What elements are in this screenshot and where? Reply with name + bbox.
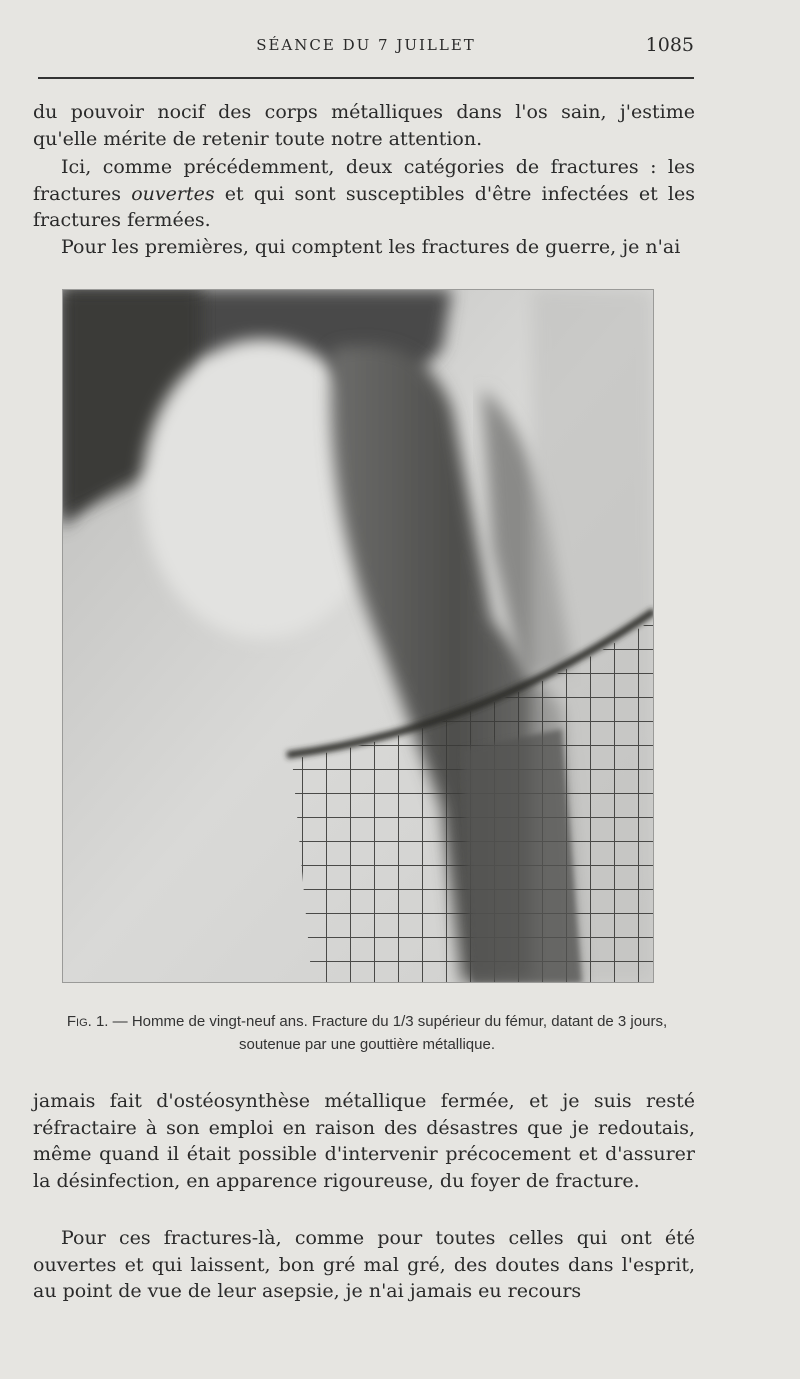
xray-figure — [62, 289, 654, 983]
page-number: 1085 — [645, 34, 694, 56]
paragraph-2-text-a: Ici, comme précédemment, deux catégories de fractures : les fractures — [33, 156, 695, 205]
paragraph-2 — [33, 154, 695, 234]
paragraph-1: du pouvoir nocif des corps métalliques dans l'os sain, j'estime qu'elle mérite de retenir toute notre attention. — [33, 101, 695, 150]
running-title: SÉANCE DU 7 JUILLET — [256, 36, 476, 54]
paragraph-2-text-b: et qui sont susceptibles d'être infectées et les fractures fermées. — [33, 182, 695, 231]
paragraph-5: Pour ces fractures-là, comme pour toutes celles qui ont été ouvertes et qui laissent, bon gré mal gré, des doutes dans l'esprit, au point de vue de leur asepsie, je n'ai jamais eu recours — [33, 1227, 695, 1302]
figure-label: Fig. 1. — [66, 1013, 109, 1030]
header-rule — [38, 77, 694, 79]
paragraph-2-italic: ouvertes — [131, 182, 215, 205]
page-header — [38, 34, 694, 64]
xray-image — [62, 289, 654, 983]
figure-caption-text: — Homme de vingt-neuf ans. Fracture du 1/3 supérieur du fémur, datant de 3 jours, soutenue par une gouttière métallique. — [108, 1013, 668, 1053]
figure-caption — [34, 1010, 700, 1056]
paragraph-4: jamais fait d'ostéosynthèse métallique fermée, et je suis resté réfractaire à son emploi en raison des désastres que je redoutais, même quand il était possible d'intervenir précocement et d'assurer la désinfection, en apparence rigoureuse, du foyer de fracture. — [33, 1090, 695, 1192]
paragraph-3: Pour les premières, qui comptent les fractures de guerre, je n'ai — [61, 236, 681, 258]
